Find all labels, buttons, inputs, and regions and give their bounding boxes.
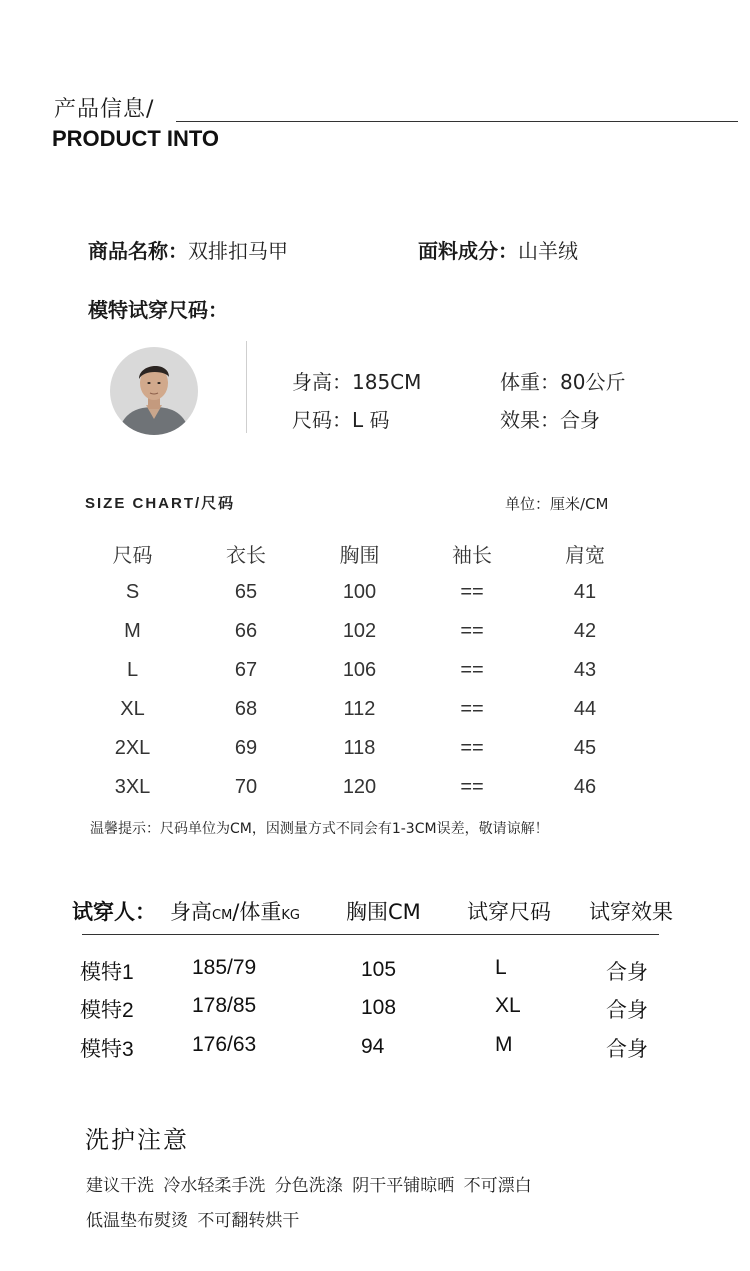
section-title-cn: 产品信息/ bbox=[54, 97, 155, 122]
weight-label: /体重 bbox=[232, 900, 282, 924]
header-cell: 肩宽 bbox=[565, 545, 605, 567]
model-size bbox=[292, 404, 390, 433]
table-cell: 102 bbox=[342, 620, 377, 642]
header-cell: 衣长 bbox=[226, 545, 266, 567]
model-size-label: 尺码： bbox=[292, 408, 352, 432]
table-cell: M bbox=[124, 620, 141, 642]
table-cell: L bbox=[126, 659, 139, 681]
header-cell: 胸围 bbox=[339, 545, 380, 567]
fitting-cell: 合身 bbox=[606, 1038, 648, 1061]
table-cell: 44 bbox=[573, 698, 597, 720]
fitting-cell: 108 bbox=[361, 996, 397, 1019]
model-height-value: 185CM bbox=[352, 370, 422, 394]
table-cell: 42 bbox=[573, 620, 597, 642]
model-size-title: 模特试穿尺码： bbox=[88, 298, 228, 322]
table-cell: XL bbox=[120, 698, 145, 720]
fitting-cell: L bbox=[495, 956, 507, 979]
table-row bbox=[75, 651, 643, 690]
model-portrait-image bbox=[110, 347, 198, 435]
header-cell: 袖长 bbox=[452, 545, 492, 567]
fitting-cell: M bbox=[495, 1033, 513, 1056]
fitting-header-chest: 胸围CM bbox=[346, 900, 421, 924]
model-weight-label: 体重： bbox=[500, 370, 560, 394]
table-cell: 45 bbox=[573, 737, 597, 759]
table-cell: 106 bbox=[342, 659, 377, 681]
care-instructions-line-2: 低温垫布熨烫 不可翻转烘干 bbox=[86, 1211, 300, 1231]
table-cell: 2XL bbox=[114, 737, 151, 759]
model-effect-value: 合身 bbox=[560, 408, 600, 432]
model-height-label: 身高： bbox=[292, 370, 352, 394]
model-effect-label: 效果： bbox=[500, 408, 560, 432]
table-cell: == bbox=[460, 698, 484, 720]
fitting-cell: 合身 bbox=[606, 961, 648, 984]
fitting-header-person: 试穿人： bbox=[72, 900, 156, 924]
header-divider bbox=[176, 121, 738, 122]
table-cell: 65 bbox=[234, 581, 258, 603]
fitting-cell: 模特2 bbox=[80, 999, 134, 1022]
table-cell: 68 bbox=[234, 698, 258, 720]
weight-unit: KG bbox=[281, 908, 300, 923]
table-row bbox=[75, 768, 643, 807]
size-tip: 温馨提示：尺码单位为CM，因测量方式不同会有1-3CM误差，敬请谅解！ bbox=[90, 821, 549, 837]
model-avatar bbox=[110, 347, 198, 435]
table-cell: 118 bbox=[343, 737, 376, 759]
fabric-row bbox=[418, 235, 578, 264]
table-cell: 66 bbox=[234, 620, 258, 642]
table-cell: 41 bbox=[573, 581, 597, 603]
table-cell: == bbox=[460, 581, 484, 603]
fitting-header-size: 试穿尺码 bbox=[467, 900, 551, 924]
table-cell: 43 bbox=[573, 659, 597, 681]
size-chart-header-row bbox=[75, 534, 643, 573]
table-cell: 67 bbox=[234, 659, 258, 681]
table-cell: == bbox=[460, 737, 484, 759]
table-row bbox=[75, 729, 643, 768]
model-weight bbox=[500, 366, 625, 395]
care-instructions-line-1: 建议干洗 冷水轻柔手洗 分色洗涤 阴干平铺晾晒 不可漂白 bbox=[86, 1176, 532, 1196]
fitting-cell: 94 bbox=[361, 1035, 385, 1058]
fitting-cell: 185/79 bbox=[192, 956, 257, 979]
table-cell: 69 bbox=[234, 737, 258, 759]
table-cell: == bbox=[460, 659, 484, 681]
size-chart-unit: 单位：厘米/CM bbox=[505, 495, 609, 513]
model-effect bbox=[500, 404, 600, 433]
fitting-cell: 模特1 bbox=[80, 961, 134, 984]
size-chart-title: SIZE CHART/尺码 bbox=[85, 495, 236, 512]
fitting-header-effect: 试穿效果 bbox=[589, 900, 673, 924]
table-cell: 3XL bbox=[114, 776, 151, 798]
table-cell: 112 bbox=[343, 698, 376, 720]
height-label: 身高 bbox=[170, 900, 212, 924]
table-cell: S bbox=[125, 581, 140, 603]
size-chart-table bbox=[75, 534, 643, 807]
product-name-value: 双排扣马甲 bbox=[188, 239, 288, 263]
fabric-value: 山羊绒 bbox=[518, 239, 578, 263]
table-cell: == bbox=[460, 620, 484, 642]
header-cell: 尺码 bbox=[112, 545, 153, 567]
fitting-cell: 合身 bbox=[606, 999, 648, 1022]
product-name-label: 商品名称： bbox=[88, 239, 188, 263]
height-unit: CM bbox=[212, 908, 233, 923]
fitting-cell: 105 bbox=[361, 958, 397, 981]
fitting-divider bbox=[82, 934, 659, 935]
model-height bbox=[292, 366, 421, 395]
fabric-label: 面料成分： bbox=[418, 239, 518, 263]
table-row bbox=[75, 690, 643, 729]
table-row bbox=[75, 573, 643, 612]
table-cell: 70 bbox=[234, 776, 258, 798]
vertical-divider bbox=[246, 341, 247, 433]
fitting-header-height-weight bbox=[170, 896, 300, 926]
fitting-cell: XL bbox=[495, 994, 521, 1017]
table-row bbox=[75, 612, 643, 651]
product-name-row bbox=[88, 235, 288, 264]
model-size-value: L 码 bbox=[352, 408, 390, 432]
section-title-en: PRODUCT INTO bbox=[52, 126, 220, 151]
table-cell: 46 bbox=[573, 776, 597, 798]
fitting-cell: 模特3 bbox=[80, 1038, 134, 1061]
fitting-cell: 178/85 bbox=[192, 994, 257, 1017]
model-weight-value: 80公斤 bbox=[560, 370, 626, 394]
table-cell: 120 bbox=[342, 776, 377, 798]
table-cell: 100 bbox=[342, 581, 377, 603]
care-title: 洗护注意 bbox=[85, 1126, 189, 1154]
table-cell: == bbox=[460, 776, 484, 798]
fitting-cell: 176/63 bbox=[192, 1033, 257, 1056]
